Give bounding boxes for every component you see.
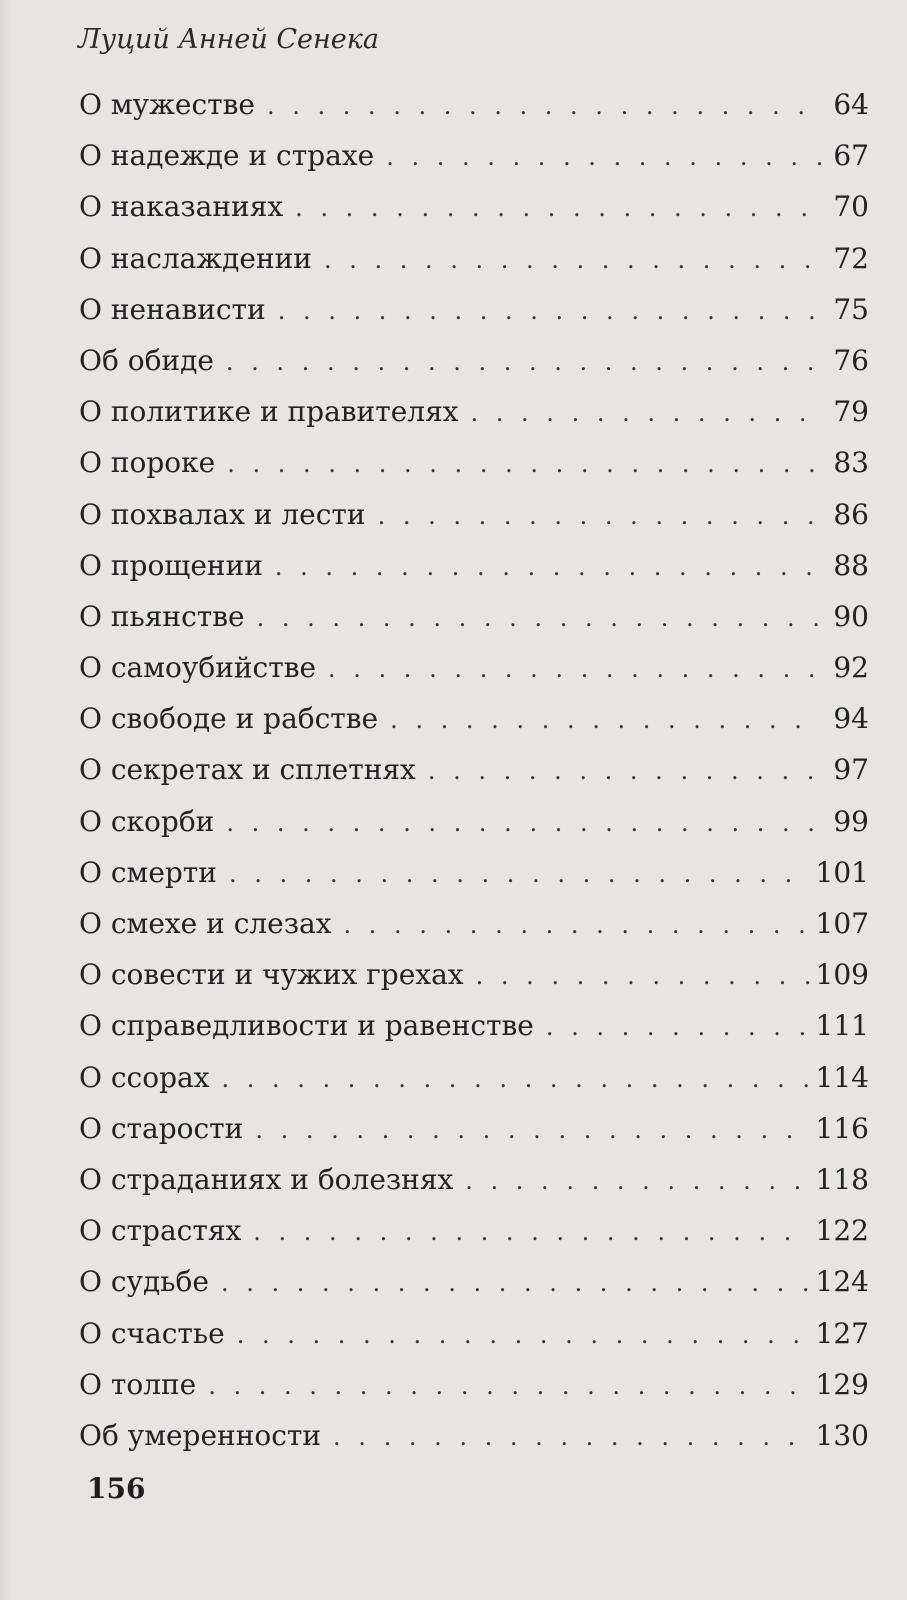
toc-entry-title: О страданиях и болезнях <box>79 1162 454 1196</box>
toc-entry-title: О наказаниях <box>79 190 284 224</box>
toc-entry-page: 111 <box>815 1009 869 1043</box>
toc-entry <box>79 1419 869 1470</box>
toc-entry-title: О справедливости и равенстве <box>79 1009 534 1043</box>
dot-leader <box>378 502 821 530</box>
toc-entry <box>79 242 869 293</box>
toc-entry-page: 99 <box>833 804 869 838</box>
dot-leader <box>227 450 821 478</box>
toc-entry-title: О мужестве <box>79 88 255 121</box>
dot-leader <box>386 143 821 171</box>
page-number: 156 <box>87 1472 146 1505</box>
toc-entry-page: 97 <box>833 753 869 787</box>
page-edge-shadow <box>0 0 12 1600</box>
dot-leader <box>333 1423 810 1451</box>
dot-leader <box>324 246 821 274</box>
toc-entry <box>79 856 869 907</box>
table-of-contents <box>79 88 869 1470</box>
toc-entry-title: О судьбе <box>79 1265 209 1299</box>
dot-leader <box>221 1065 809 1093</box>
toc-entry-page: 76 <box>833 343 869 377</box>
toc-entry <box>79 498 869 549</box>
dot-leader <box>344 911 810 939</box>
toc-entry-title: О ссорах <box>79 1060 210 1094</box>
toc-entry-page: 129 <box>815 1367 869 1401</box>
toc-entry-title: О надежде и страхе <box>79 139 375 173</box>
toc-entry-page: 116 <box>815 1111 869 1145</box>
toc-entry <box>79 907 869 958</box>
toc-entry <box>79 702 869 753</box>
toc-entry-title: О ненависти <box>79 292 266 326</box>
toc-entry-page: 75 <box>833 292 869 326</box>
toc-entry-page: 64 <box>833 88 869 121</box>
dot-leader <box>465 1167 809 1195</box>
toc-entry-page: 94 <box>833 702 869 736</box>
dot-leader <box>476 962 810 990</box>
dot-leader <box>328 655 821 683</box>
toc-entry-title: Об умеренности <box>79 1418 322 1452</box>
toc-entry-page: 109 <box>815 958 869 992</box>
dot-leader <box>546 1013 810 1041</box>
toc-entry <box>79 651 869 702</box>
toc-entry-page: 83 <box>833 446 869 480</box>
toc-entry <box>79 395 869 446</box>
toc-entry-title: О прощении <box>79 548 263 582</box>
toc-entry-title: Об обиде <box>79 343 214 377</box>
dot-leader <box>221 1269 810 1297</box>
toc-entry-title: О наслаждении <box>79 241 312 275</box>
toc-entry-title: О скорби <box>79 804 215 838</box>
toc-entry-page: 127 <box>815 1316 869 1350</box>
toc-entry-page: 114 <box>815 1060 869 1094</box>
toc-entry <box>79 1163 869 1214</box>
toc-entry-page: 92 <box>833 651 869 685</box>
toc-entry-title: О толпе <box>79 1367 197 1401</box>
toc-entry-title: О смехе и слезах <box>79 907 332 940</box>
toc-entry <box>79 139 869 190</box>
toc-entry-title: О секретах и сплетнях <box>79 753 416 787</box>
dot-leader <box>428 757 821 785</box>
toc-entry-title: О политике и правителях <box>79 395 459 429</box>
toc-entry <box>79 1112 869 1163</box>
toc-entry <box>79 446 869 497</box>
toc-entry-title: О пороке <box>79 446 216 480</box>
dot-leader <box>471 399 821 427</box>
toc-entry-page: 130 <box>815 1418 869 1452</box>
toc-entry <box>79 88 869 139</box>
toc-entry-page: 67 <box>833 139 869 173</box>
toc-entry-page: 118 <box>815 1162 869 1196</box>
toc-entry <box>79 1265 869 1316</box>
toc-entry-page: 86 <box>833 497 869 531</box>
toc-entry <box>79 1317 869 1368</box>
toc-entry-page: 72 <box>833 241 869 275</box>
dot-leader <box>208 1372 809 1400</box>
dot-leader <box>390 706 821 734</box>
toc-entry-title: О старости <box>79 1111 244 1145</box>
toc-entry <box>79 1009 869 1060</box>
toc-entry <box>79 600 869 651</box>
toc-entry-title: О свободе и рабстве <box>79 702 379 736</box>
toc-entry-page: 88 <box>833 548 869 582</box>
toc-entry <box>79 344 869 395</box>
toc-entry-title: О страстях <box>79 1214 242 1248</box>
dot-leader <box>278 297 821 325</box>
toc-entry <box>79 753 869 804</box>
toc-entry-page: 107 <box>815 907 869 940</box>
dot-leader <box>226 809 821 837</box>
toc-entry-page: 90 <box>833 599 869 633</box>
dot-leader <box>267 92 821 120</box>
toc-entry-page: 122 <box>815 1214 869 1248</box>
running-head: Луций Анней Сенека <box>78 24 379 55</box>
toc-entry-title: О совести и чужих грехах <box>79 958 464 992</box>
toc-entry <box>79 190 869 241</box>
dot-leader <box>257 604 821 632</box>
dot-leader <box>226 348 821 376</box>
toc-entry-title: О самоубийстве <box>79 651 317 685</box>
dot-leader <box>229 860 810 888</box>
toc-entry <box>79 958 869 1009</box>
dot-leader <box>237 1321 810 1349</box>
dot-leader <box>253 1218 809 1246</box>
toc-entry <box>79 805 869 856</box>
toc-entry-page: 124 <box>815 1265 869 1299</box>
toc-entry-page: 101 <box>815 855 869 889</box>
dot-leader <box>295 194 821 222</box>
toc-entry <box>79 293 869 344</box>
toc-entry <box>79 549 869 600</box>
dot-leader <box>275 553 821 581</box>
dot-leader <box>255 1116 809 1144</box>
toc-entry <box>79 1061 869 1112</box>
toc-entry <box>79 1368 869 1419</box>
toc-entry-title: О смерти <box>79 855 217 889</box>
toc-entry-title: О счастье <box>79 1316 225 1350</box>
toc-entry-page: 70 <box>833 190 869 224</box>
toc-entry-page: 79 <box>833 395 869 429</box>
toc-entry-title: О пьянстве <box>79 599 245 633</box>
toc-entry-title: О похвалах и лести <box>79 497 366 531</box>
toc-entry <box>79 1214 869 1265</box>
